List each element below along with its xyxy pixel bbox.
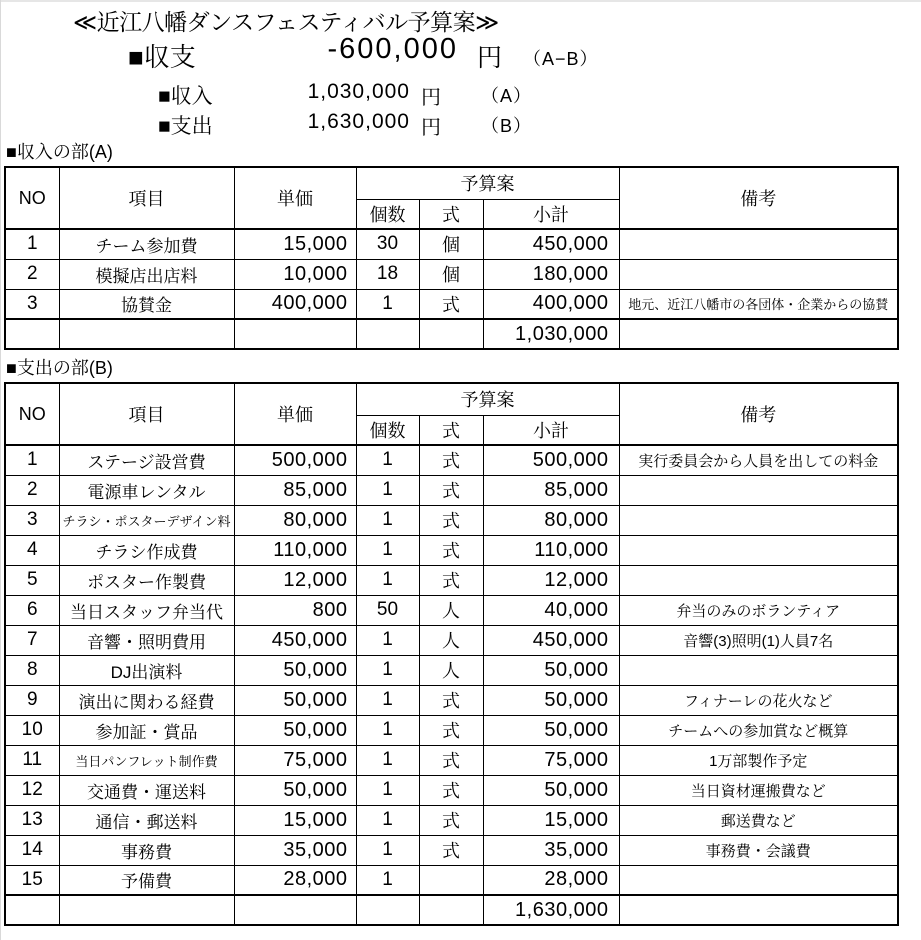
row-remarks	[619, 565, 898, 595]
expense-total-note: （B）	[481, 116, 533, 136]
row-unit-price: 15,000	[234, 229, 356, 259]
balance-label: ■収支	[128, 42, 196, 72]
row-no: 7	[5, 625, 59, 655]
row-quantity: 1	[356, 745, 419, 775]
row-no: 3	[5, 289, 59, 319]
expense-total-row	[5, 895, 898, 925]
col-header-no: NO	[5, 167, 59, 229]
row-unit-type: 式	[419, 565, 483, 595]
row-quantity: 1	[356, 865, 419, 895]
row-item: ステージ設営費	[59, 445, 234, 475]
row-subtotal: 400,000	[483, 289, 619, 319]
row-remarks: 音響(3)照明(1)人員7名	[619, 625, 898, 655]
row-unit-price: 450,000	[234, 625, 356, 655]
expense-table-footer	[5, 895, 898, 925]
row-subtotal: 50,000	[483, 685, 619, 715]
empty-cell	[234, 895, 356, 925]
row-quantity: 30	[356, 229, 419, 259]
row-item: 交通費・運送料	[59, 775, 234, 805]
row-subtotal: 75,000	[483, 745, 619, 775]
row-subtotal: 500,000	[483, 445, 619, 475]
row-subtotal: 50,000	[483, 655, 619, 685]
row-subtotal: 12,000	[483, 565, 619, 595]
row-quantity: 1	[356, 655, 419, 685]
row-remarks	[619, 505, 898, 535]
expense-table-header	[5, 383, 898, 445]
row-subtotal: 450,000	[483, 229, 619, 259]
row-remarks: 弁当のみのボランティア	[619, 595, 898, 625]
row-unit-price: 50,000	[234, 655, 356, 685]
expense-table-total: 1,630,000	[483, 895, 619, 925]
row-subtotal: 85,000	[483, 475, 619, 505]
col-header-price: 単価	[234, 167, 356, 229]
row-no: 9	[5, 685, 59, 715]
row-subtotal: 110,000	[483, 535, 619, 565]
table-row	[5, 595, 898, 625]
col-header-budget-group: 予算案	[356, 167, 619, 199]
row-item: 演出に関わる経費	[59, 685, 234, 715]
table-row	[5, 475, 898, 505]
income-total-label: ■収入	[158, 85, 213, 108]
table-row	[5, 505, 898, 535]
row-quantity: 1	[356, 289, 419, 319]
row-unit-type: 人	[419, 625, 483, 655]
row-subtotal: 450,000	[483, 625, 619, 655]
income-table-header	[5, 167, 898, 229]
col-header-subtotal: 小計	[483, 199, 619, 229]
expense-table	[4, 382, 899, 926]
table-row	[5, 865, 898, 895]
col-header-remarks: 備考	[619, 167, 898, 229]
table-row	[5, 715, 898, 745]
table-row	[5, 805, 898, 835]
row-item: 音響・照明費用	[59, 625, 234, 655]
income-total-unit: 円	[421, 87, 441, 109]
empty-cell	[59, 319, 234, 349]
row-subtotal: 15,000	[483, 805, 619, 835]
row-unit-price: 110,000	[234, 535, 356, 565]
row-unit-type: 式	[419, 805, 483, 835]
row-item: 事務費	[59, 835, 234, 865]
col-header-no: NO	[5, 383, 59, 445]
income-table-footer	[5, 319, 898, 349]
document-header	[0, 0, 921, 141]
expense-table-body	[5, 445, 898, 895]
row-unit-type: 式	[419, 835, 483, 865]
row-remarks: 当日資材運搬費など	[619, 775, 898, 805]
empty-cell	[5, 319, 59, 349]
row-unit-type: 式	[419, 289, 483, 319]
row-unit-price: 10,000	[234, 259, 356, 289]
row-item: 協賛金	[59, 289, 234, 319]
row-quantity: 1	[356, 445, 419, 475]
income-table-body	[5, 229, 898, 319]
row-quantity: 1	[356, 535, 419, 565]
row-item: 予備費	[59, 865, 234, 895]
table-row	[5, 835, 898, 865]
row-unit-type: 式	[419, 775, 483, 805]
row-item: 当日スタッフ弁当代	[59, 595, 234, 625]
row-item: ポスター作製費	[59, 565, 234, 595]
row-no: 2	[5, 475, 59, 505]
row-unit-price: 12,000	[234, 565, 356, 595]
row-remarks: チームへの参加賞など概算	[619, 715, 898, 745]
empty-cell	[356, 895, 419, 925]
col-header-qty: 個数	[356, 415, 419, 445]
empty-cell	[419, 319, 483, 349]
table-row	[5, 229, 898, 259]
expense-total-unit: 円	[421, 117, 441, 139]
row-quantity: 18	[356, 259, 419, 289]
row-item: 模擬店出店料	[59, 259, 234, 289]
table-row	[5, 745, 898, 775]
row-unit-type: 式	[419, 715, 483, 745]
row-quantity: 1	[356, 835, 419, 865]
row-unit-type: 式	[419, 535, 483, 565]
row-unit-price: 80,000	[234, 505, 356, 535]
row-unit-type: 式	[419, 745, 483, 775]
row-unit-price: 28,000	[234, 865, 356, 895]
row-unit-price: 400,000	[234, 289, 356, 319]
income-total-note: （A）	[481, 86, 533, 106]
row-no: 14	[5, 835, 59, 865]
row-no: 13	[5, 805, 59, 835]
row-unit-price: 35,000	[234, 835, 356, 865]
row-unit-price: 500,000	[234, 445, 356, 475]
empty-cell	[419, 895, 483, 925]
table-row	[5, 445, 898, 475]
balance-value: -600,000	[327, 33, 458, 65]
income-table-total: 1,030,000	[483, 319, 619, 349]
expense-total-value: 1,630,000	[307, 110, 410, 133]
table-row	[5, 565, 898, 595]
row-subtotal: 180,000	[483, 259, 619, 289]
row-unit-type: 式	[419, 475, 483, 505]
income-total-row	[5, 319, 898, 349]
income-table	[4, 166, 899, 350]
row-remarks: 実行委員会から人員を出しての料金	[619, 445, 898, 475]
row-no: 1	[5, 229, 59, 259]
expense-section-label: ■支出の部(B)	[6, 358, 113, 378]
row-unit-type: 人	[419, 595, 483, 625]
row-item: 通信・郵送料	[59, 805, 234, 835]
row-no: 3	[5, 505, 59, 535]
empty-cell	[234, 319, 356, 349]
row-remarks: 地元、近江八幡市の各団体・企業からの協賛	[619, 289, 898, 319]
col-header-unit-type: 式	[419, 415, 483, 445]
row-item: チーム参加費	[59, 229, 234, 259]
row-unit-type	[419, 865, 483, 895]
row-subtotal: 40,000	[483, 595, 619, 625]
row-item: 参加証・賞品	[59, 715, 234, 745]
row-quantity: 1	[356, 505, 419, 535]
row-unit-type: 人	[419, 655, 483, 685]
table-row	[5, 685, 898, 715]
col-header-subtotal: 小計	[483, 415, 619, 445]
row-remarks	[619, 655, 898, 685]
row-quantity: 1	[356, 715, 419, 745]
row-quantity: 1	[356, 685, 419, 715]
row-no: 4	[5, 535, 59, 565]
row-unit-type: 個	[419, 259, 483, 289]
row-subtotal: 50,000	[483, 775, 619, 805]
table-row	[5, 775, 898, 805]
row-item: DJ出演料	[59, 655, 234, 685]
row-quantity: 50	[356, 595, 419, 625]
row-remarks: 事務費・会議費	[619, 835, 898, 865]
empty-cell	[619, 895, 898, 925]
row-no: 8	[5, 655, 59, 685]
row-no: 10	[5, 715, 59, 745]
table-row	[5, 625, 898, 655]
table-row	[5, 655, 898, 685]
empty-cell	[356, 319, 419, 349]
page-title: ≪近江八幡ダンスフェスティバル予算案≫	[73, 9, 499, 35]
table-row	[5, 259, 898, 289]
col-header-price: 単価	[234, 383, 356, 445]
row-unit-price: 75,000	[234, 745, 356, 775]
row-remarks	[619, 865, 898, 895]
income-section-label: ■収入の部(A)	[6, 142, 113, 162]
row-no: 6	[5, 595, 59, 625]
balance-note: （A−B）	[523, 49, 599, 69]
row-remarks: 郵送費など	[619, 805, 898, 835]
row-unit-price: 85,000	[234, 475, 356, 505]
row-item: チラシ・ポスターデザイン料	[59, 505, 234, 535]
row-no: 12	[5, 775, 59, 805]
row-no: 11	[5, 745, 59, 775]
col-header-item: 項目	[59, 167, 234, 229]
row-quantity: 1	[356, 625, 419, 655]
row-subtotal: 35,000	[483, 835, 619, 865]
row-unit-price: 50,000	[234, 775, 356, 805]
row-unit-type: 個	[419, 229, 483, 259]
col-header-budget-group: 予算案	[356, 383, 619, 415]
row-unit-price: 15,000	[234, 805, 356, 835]
expense-total-label: ■支出	[158, 115, 213, 138]
table-row	[5, 289, 898, 319]
empty-cell	[5, 895, 59, 925]
row-remarks	[619, 229, 898, 259]
empty-cell	[59, 895, 234, 925]
row-quantity: 1	[356, 805, 419, 835]
row-no: 15	[5, 865, 59, 895]
col-header-remarks: 備考	[619, 383, 898, 445]
row-remarks	[619, 475, 898, 505]
row-subtotal: 80,000	[483, 505, 619, 535]
row-no: 1	[5, 445, 59, 475]
row-remarks	[619, 535, 898, 565]
row-remarks: フィナーレの花火など	[619, 685, 898, 715]
row-remarks: 1万部製作予定	[619, 745, 898, 775]
row-unit-type: 式	[419, 505, 483, 535]
row-item: 当日パンフレット制作費	[59, 745, 234, 775]
row-quantity: 1	[356, 775, 419, 805]
row-subtotal: 28,000	[483, 865, 619, 895]
row-quantity: 1	[356, 565, 419, 595]
row-no: 2	[5, 259, 59, 289]
empty-cell	[619, 319, 898, 349]
row-remarks	[619, 259, 898, 289]
row-no: 5	[5, 565, 59, 595]
row-item: 電源車レンタル	[59, 475, 234, 505]
row-unit-type: 式	[419, 685, 483, 715]
row-unit-price: 50,000	[234, 715, 356, 745]
balance-unit: 円	[477, 44, 503, 72]
row-unit-price: 800	[234, 595, 356, 625]
col-header-qty: 個数	[356, 199, 419, 229]
row-unit-price: 50,000	[234, 685, 356, 715]
row-subtotal: 50,000	[483, 715, 619, 745]
col-header-unit-type: 式	[419, 199, 483, 229]
row-item: チラシ作成費	[59, 535, 234, 565]
row-quantity: 1	[356, 475, 419, 505]
row-unit-type: 式	[419, 445, 483, 475]
table-row	[5, 535, 898, 565]
income-total-value: 1,030,000	[307, 80, 410, 103]
col-header-item: 項目	[59, 383, 234, 445]
